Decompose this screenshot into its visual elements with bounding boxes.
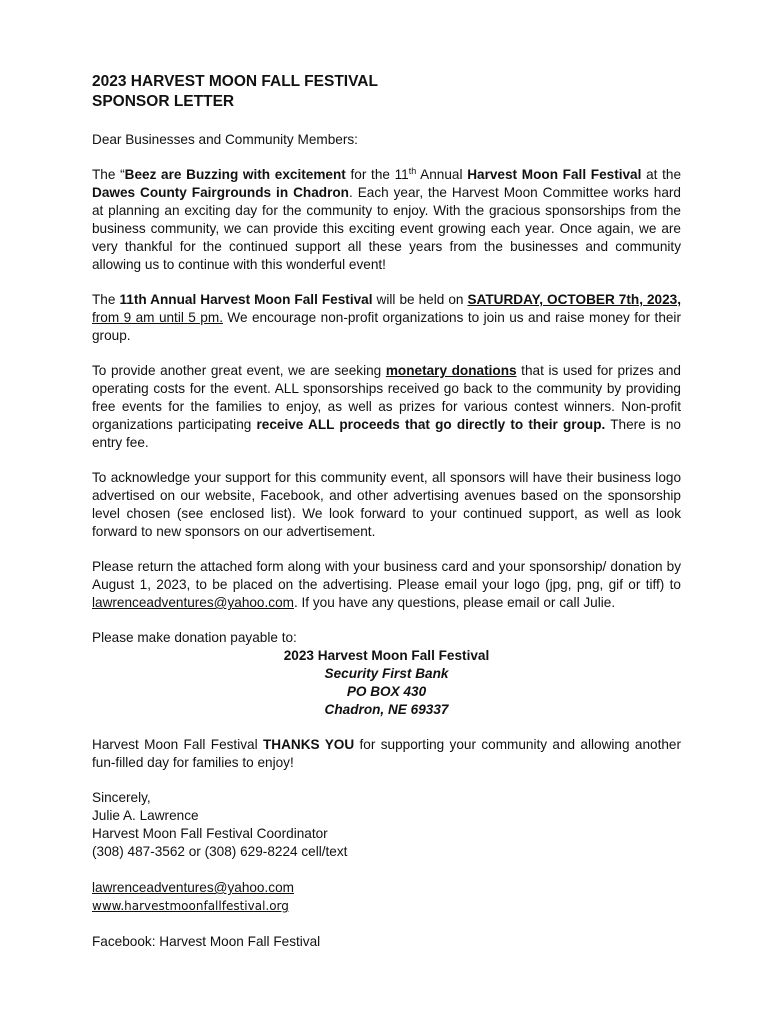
text: at the — [641, 167, 682, 182]
sponsor-letter — [92, 72, 681, 951]
payee-po-box: PO BOX 430 — [346, 684, 427, 699]
text: for the 11 — [345, 167, 409, 182]
salutation: Dear Businesses and Community Members: — [92, 132, 358, 147]
web-line — [92, 897, 681, 951]
event-date: SATURDAY, OCTOBER 7th, 2023, — [467, 292, 682, 307]
payee-city: Chadron, NE 69337 — [324, 702, 449, 717]
text: that is used for prizes and operating costs for the event. ALL sponsorships received go back to the community by providing free events for the families to enjoy, as well as prizes for various contest winners. Non-profit organizations participating — [92, 363, 681, 432]
signature-block — [92, 789, 681, 951]
closing: Sincerely, — [92, 790, 151, 805]
text: The — [92, 292, 120, 307]
website-link[interactable]: www.harvestmoonfallfestival.org — [92, 899, 289, 913]
bold-text: receive ALL proceeds that go directly to their group. — [256, 417, 606, 432]
title-line-1: 2023 HARVEST MOON FALL FESTIVAL — [92, 73, 378, 90]
payee-bank: Security First Bank — [324, 666, 449, 681]
bold-text: Beez are Buzzing with excitement — [124, 167, 346, 182]
text: Annual — [416, 167, 468, 182]
letter-title — [92, 72, 681, 112]
text: will be held on — [372, 292, 468, 307]
email-link[interactable]: lawrenceadventures@yahoo.com — [92, 595, 294, 610]
paragraph-date — [92, 291, 681, 345]
text: . Each year, the Harvest Moon Committee works hard at planning an exciting day for the community to enjoy. With the gracious sponsorships from the business community, we can provide this exciting event growing each year. Once again, we are very thankful for the continued support all these years from the businesses and community allowing us to continue with this wonderful event! — [92, 185, 681, 272]
payee-name: 2023 Harvest Moon Fall Festival — [283, 648, 490, 663]
title-line-2: SPONSOR LETTER — [92, 93, 235, 110]
bold-text: Dawes County Fairgrounds in Chadron — [92, 185, 349, 200]
contact-line — [92, 843, 681, 897]
text: There is no entry fee. — [92, 417, 681, 450]
paragraph-donations — [92, 362, 681, 452]
text: To provide another great event, we are seeking — [92, 363, 386, 378]
signature-email-link[interactable]: lawrenceadventures@yahoo.com — [92, 880, 294, 895]
event-time: from 9 am until 5 pm. — [92, 310, 223, 325]
text: . If you have any questions, please email or call Julie. — [293, 595, 616, 610]
facebook-text: Facebook: Harvest Moon Fall Festival — [92, 934, 321, 949]
text: Please return the attached form along with your business card and your sponsorship/ donation by August 1, 2023, to be placed on the advertising. Please email your logo (jpg, png, gif or tiff) to — [92, 559, 681, 592]
paragraph-return-form — [92, 558, 681, 612]
signer-name: Julie A. Lawrence — [92, 808, 199, 823]
bold-underlined-text: monetary donations — [385, 363, 517, 378]
text: Harvest Moon Fall Festival — [92, 737, 263, 752]
phone-numbers: (308) 487-3562 or (308) 629-8224 cell/text — [92, 844, 348, 859]
payee-address — [92, 647, 681, 719]
bold-text: 11th Annual Harvest Moon Fall Festival — [119, 292, 373, 307]
paragraph-thanks — [92, 736, 681, 772]
text: We encourage non-profit organizations to join us and raise money for their group. — [92, 310, 681, 343]
bold-text: THANKS YOU — [262, 737, 355, 752]
signer-role: Harvest Moon Fall Festival Coordinator — [92, 826, 328, 841]
paragraph-intro — [92, 166, 681, 274]
bold-text: Harvest Moon Fall Festival — [467, 167, 642, 182]
payable-label: Please make donation payable to: — [92, 630, 297, 645]
text: The “ — [92, 167, 125, 182]
paragraph-acknowledge: To acknowledge your support for this community event, all sponsors will have their business logo advertised on our website, Facebook, and other advertising avenues based on the sponsorship level chosen (see enclosed list). We look forward to your continued support, as well as look forward to new sponsors on our advertisement. — [92, 470, 681, 539]
text: for supporting your community and allowing another fun-filled day for families to enjoy! — [92, 737, 681, 770]
superscript: th — [408, 166, 417, 176]
